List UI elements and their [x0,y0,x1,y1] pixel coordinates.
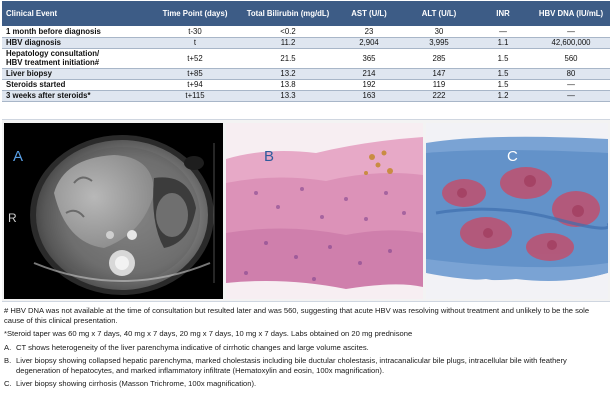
cell-hbv: — [532,26,610,37]
cell-hbv: 80 [532,68,610,79]
figure-notes [4,306,608,392]
cell-alt: 285 [404,48,474,68]
header-time-point: Time Point (days) [148,1,242,26]
cell-alt: 222 [404,90,474,101]
caption-c [4,379,608,389]
caption-a-text: CT shows heterogeneity of the liver parenchyma indicative of cirrhotic changes and large volume ascites. [16,342,369,352]
cell-alt: 3,995 [404,37,474,48]
caption-b-key: B. [4,355,12,365]
steroid-taper-note: *Steroid taper was 60 mg x 7 days, 40 mg x 7 days, 20 mg x 7 days, 10 mg x 7 days. Labs obtained on 20 mg prednisone [4,329,413,339]
ct-scan-graphic [4,123,223,299]
cell-inr: 1.1 [474,37,532,48]
cell-event: Liver biopsy [2,68,148,79]
trichrome-histology-image [426,123,608,299]
cell-hbv: 560 [532,48,610,68]
cell-ast: 23 [334,26,404,37]
panel-a-label: A [13,148,24,165]
header-total-bilirubin: Total Bilirubin (mg/dL) [242,1,334,26]
he-histology-image [226,123,423,299]
header-hbv-dna: HBV DNA (IU/mL) [532,1,610,26]
cell-time: t+115 [148,90,242,101]
header-ast: AST (U/L) [334,1,404,26]
cell-inr: — [474,26,532,37]
cell-bilirubin: 11.2 [242,37,334,48]
panel-a-right-marker: R [8,211,17,225]
cell-event: 3 weeks after steroids* [2,90,148,101]
cell-event: HBV diagnosis [2,37,148,48]
cell-bilirubin: 13.8 [242,79,334,90]
caption-c-key: C. [4,379,12,389]
cell-bilirubin: 13.3 [242,90,334,101]
table-row [2,90,610,101]
cell-ast: 365 [334,48,404,68]
table-row [2,37,610,48]
caption-c-text: Liver biopsy showing cirrhosis (Masson Trichrome, 100x magnification). [16,379,257,389]
cell-inr: 1.5 [474,48,532,68]
cell-time: t+85 [148,68,242,79]
cell-event-line1: Hepatology consultation/ [6,49,100,58]
cell-time: t [148,37,242,48]
cell-inr: 1.2 [474,90,532,101]
cell-time: t-30 [148,26,242,37]
cell-inr: 1.5 [474,68,532,79]
lab-results-table [2,1,610,102]
caption-b [4,356,608,376]
caption-a [4,343,608,353]
hbv-dna-note: # HBV DNA was not available at the time of consultation but resulted later and was 560, suggesting that acute HBV was resolving without treatment and unlikely to be the sole cause of this clinical presentation. [4,306,590,326]
cell-time: t+94 [148,79,242,90]
cell-bilirubin: 13.2 [242,68,334,79]
cell-ast: 214 [334,68,404,79]
cell-ast: 2,904 [334,37,404,48]
cell-hbv: — [532,90,610,101]
caption-a-key: A. [4,342,12,352]
cell-hbv: — [532,79,610,90]
cell-inr: 1.5 [474,79,532,90]
cell-alt: 147 [404,68,474,79]
header-clinical-event: Clinical Event [2,1,148,26]
cell-bilirubin: <0.2 [242,26,334,37]
cell-ast: 192 [334,79,404,90]
figure-panels [2,119,610,302]
cell-event: Steroids started [2,79,148,90]
he-histology-graphic [226,123,423,299]
cell-event [2,48,148,68]
table-header-row [2,1,610,26]
cell-alt: 30 [404,26,474,37]
ct-scan-image [4,123,223,299]
cell-bilirubin: 21.5 [242,48,334,68]
header-alt: ALT (U/L) [404,1,474,26]
table-row [2,48,610,68]
table-row [2,79,610,90]
cell-ast: 163 [334,90,404,101]
table-row [2,68,610,79]
header-inr: INR [474,1,532,26]
cell-event: 1 month before diagnosis [2,26,148,37]
cell-time: t+52 [148,48,242,68]
panel-b-label: B [264,148,275,165]
panel-c-label: C [507,148,518,165]
caption-b-text: Liver biopsy showing collapsed hepatic parenchyma, marked cholestasis including bile ductular cholestasis, intracanalicular bile plugs, intracellular bile with feathery degeneration of hepatocytes, and marked inflammatory infiltrate (Hematoxylin and eosin, 100x magnification). [16,355,567,376]
table-row [2,26,610,37]
cell-hbv: 42,600,000 [532,37,610,48]
cell-event-line2: HBV treatment initiation# [6,58,100,67]
cell-alt: 119 [404,79,474,90]
